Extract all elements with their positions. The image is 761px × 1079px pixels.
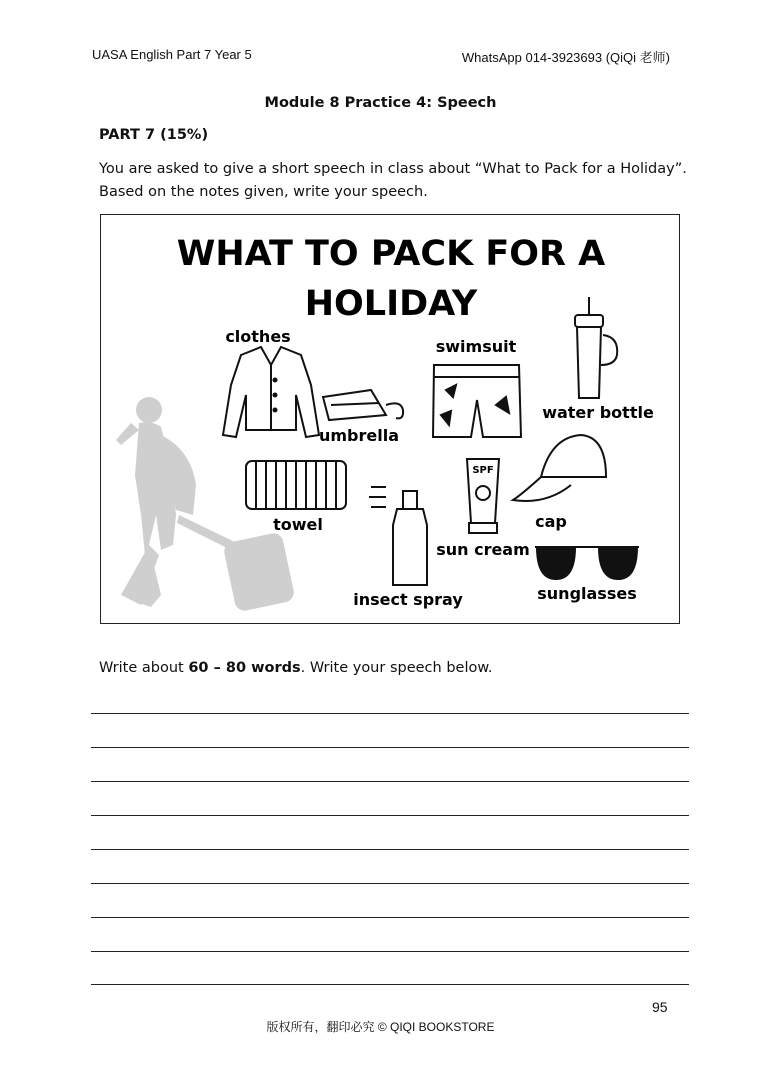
answer-line[interactable] [91,883,689,884]
answer-line[interactable] [91,747,689,748]
page-title: Module 8 Practice 4: Speech [264,95,497,111]
insect-spray-icon [369,487,427,585]
answer-line[interactable] [91,781,689,782]
cardigan-icon [223,347,319,437]
answer-line[interactable] [91,984,689,985]
header-left: UASA English Part 7 Year 5 [92,47,252,62]
intro-line-2: Based on the notes given, write your speech. [99,184,428,200]
answer-line[interactable] [91,917,689,918]
label-umbrella: umbrella [318,426,400,445]
copyright-footer: 版权所有，翻印必究 © QIQI BOOKSTORE [266,1020,495,1034]
part-label: PART 7 (15%) [99,127,209,143]
swimsuit-icon [433,365,521,437]
label-spf: SPF [472,465,494,476]
illustration-heading-line1: WHAT TO PACK FOR A [176,234,606,274]
intro-line-1: You are asked to give a short speech in class about “What to Pack for a Holiday”. [99,161,687,177]
sunglasses-icon [535,547,639,579]
answer-line[interactable] [91,713,689,714]
intro-text [99,158,699,204]
cap-icon [513,435,606,501]
instruction-after: . Write your speech below. [300,660,493,676]
label-insect-spray: insect spray [353,590,463,609]
label-swimsuit: swimsuit [435,337,517,356]
instruction-before: Write about [99,660,189,676]
illustration-box [100,214,680,624]
illustration [101,215,679,623]
label-water-bottle: water bottle [542,403,654,422]
instruction-word-count: 60 – 80 words [188,660,301,676]
illustration-heading-line2: HOLIDAY [304,284,478,324]
label-sunglasses: sunglasses [537,584,637,603]
umbrella-icon [323,390,403,420]
header-right: WhatsApp 014-3923693 (QiQi 老师) [461,50,670,65]
word-count-instruction [99,660,492,676]
label-clothes: clothes [225,327,291,346]
answer-line[interactable] [91,815,689,816]
label-cap: cap [535,512,567,531]
page-number: 95 [652,999,668,1015]
answer-line[interactable] [91,849,689,850]
water-bottle-icon [575,297,617,398]
label-towel: towel [273,515,323,534]
towel-icon [246,461,346,509]
answer-line[interactable] [91,951,689,952]
label-sun-cream: sun cream [436,540,530,559]
